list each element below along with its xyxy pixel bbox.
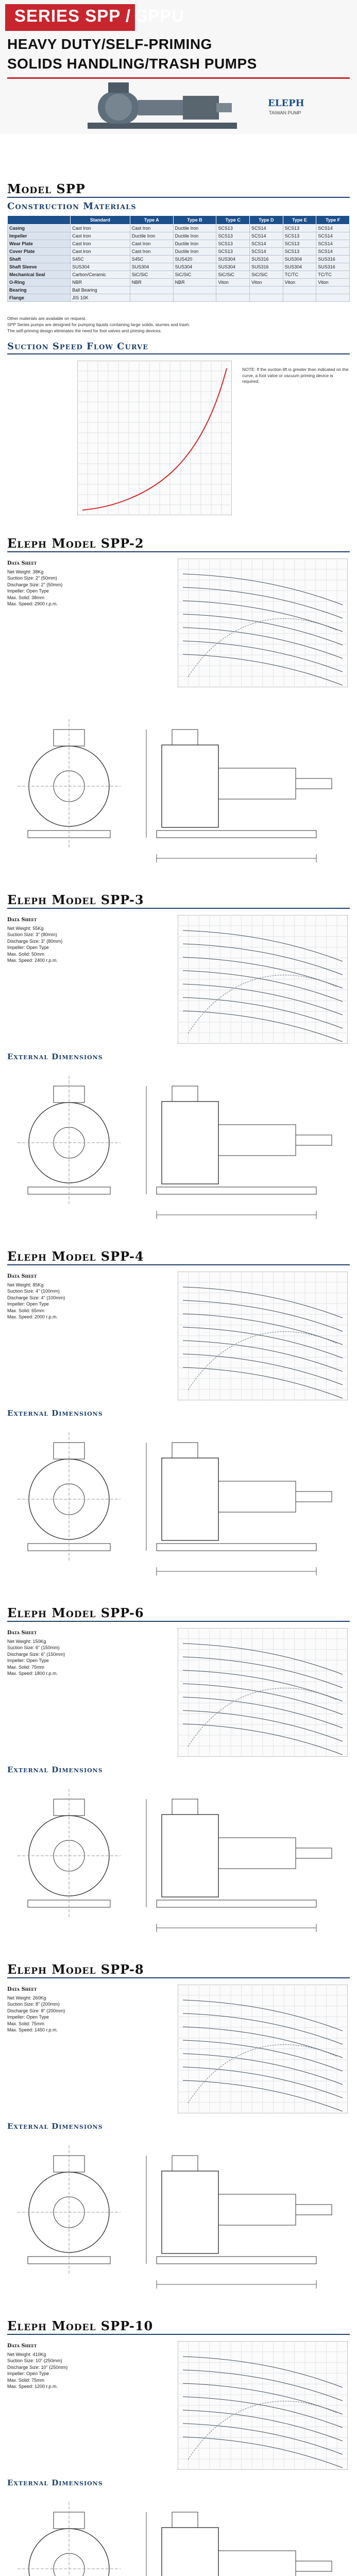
data-sheet <box>7 1987 162 2033</box>
data-sheet-title: Data Sheet <box>7 1630 37 1636</box>
data-sheet-title: Data Sheet <box>7 917 37 923</box>
table-row <box>8 263 350 271</box>
table-header-cell: Type A <box>130 216 173 225</box>
construction-table <box>7 215 350 302</box>
note-line: The self-priming design eliminates the need for foot valves and priming devices. <box>7 328 162 333</box>
data-sheet-line: Impeller: Open Type <box>7 2014 49 2020</box>
data-sheet-line: Net Weight: 260Kg <box>7 1995 46 2001</box>
table-cell: SUS304 <box>283 263 316 271</box>
casing-side <box>162 1101 218 1184</box>
table-cell: SUS316 <box>249 256 283 263</box>
data-sheet-line: Discharge Size: 2" (50mm) <box>7 582 63 587</box>
bearing-housing <box>218 1125 296 1156</box>
performance-curve-chart <box>178 915 348 1044</box>
table-cell: Impeller <box>8 232 71 240</box>
bearing-housing <box>218 1481 296 1512</box>
data-sheet-line: Suction Size: 8" (200mm) <box>7 2002 60 2007</box>
table-cell <box>216 294 250 302</box>
table-cell: Bearing <box>8 286 71 294</box>
data-sheet-line: Max. Solid: 38mm <box>7 595 45 600</box>
table-header-cell: Standard <box>71 216 130 225</box>
table-cell: Cast Iron <box>130 248 173 256</box>
table-cell: Cast Iron <box>71 240 130 248</box>
table-cell: Cover Plate <box>8 248 71 256</box>
table-cell: Cast Iron <box>71 248 130 256</box>
data-sheet-line: Max. Speed: 2000 r.p.m. <box>7 1314 58 1319</box>
table-cell: S45C <box>130 256 173 263</box>
front-view <box>18 2502 121 2576</box>
shaft-end <box>296 2205 332 2215</box>
table-row <box>8 232 350 240</box>
data-sheet <box>7 2343 162 2390</box>
model-spp-heading: Model SPP <box>7 181 86 196</box>
table-cell <box>249 286 283 294</box>
table-cell <box>130 294 173 302</box>
table-cell: SUS420 <box>173 256 216 263</box>
table-cell: Cast Iron <box>130 240 173 248</box>
data-sheet-title: Data Sheet <box>7 1987 37 1992</box>
title-line-2: SOLIDS HANDLING/TRASH PUMPS <box>7 56 257 72</box>
table-cell: SCS13 <box>283 248 316 256</box>
performance-curve-chart <box>178 2341 348 2470</box>
table-cell <box>249 294 283 302</box>
table-cell: Ductile Iron <box>173 232 216 240</box>
dimension-drawing <box>7 2492 350 2576</box>
data-sheet-line: Net Weight: 410Kg <box>7 2351 46 2357</box>
external-dimensions-heading: External Dimensions <box>7 2478 103 2487</box>
table-cell: SiC/SiC <box>130 271 173 279</box>
table-cell: SUS316 <box>316 256 350 263</box>
front-view <box>18 1789 121 1918</box>
table-cell <box>173 286 216 294</box>
table-cell: Shaft Sleeve <box>8 263 71 271</box>
table-row <box>8 225 350 232</box>
data-sheet-line: Discharge Size: 4" (100mm) <box>7 1295 65 1300</box>
table-cell <box>216 286 250 294</box>
shaft-end <box>296 1492 332 1502</box>
data-sheet <box>7 561 162 607</box>
side-view <box>146 2156 332 2289</box>
data-sheet-line: Max. Speed: 1200 r.p.m. <box>7 2384 58 2389</box>
table-cell <box>130 286 173 294</box>
table-cell: SUS304 <box>283 256 316 263</box>
model-rule <box>7 1977 350 1978</box>
table-cell: TC/TC <box>283 271 316 279</box>
model-heading: Eleph Model SPP-10 <box>7 2318 154 2333</box>
note-line: SPP Series pumps are designed for pumping liquids containing large solids, slurries and trash. <box>7 322 191 327</box>
table-cell: SUS304 <box>216 263 250 271</box>
shaft-end <box>296 2561 332 2571</box>
data-sheet-line: Max. Speed: 1450 r.p.m. <box>7 2027 58 2032</box>
data-sheet-line: Impeller: Open Type <box>7 1301 49 1307</box>
table-cell: Viton <box>216 279 250 286</box>
side-view <box>146 2512 332 2576</box>
table-header-cell: Type E <box>283 216 316 225</box>
table-cell: SUS316 <box>249 263 283 271</box>
model-rule <box>7 908 350 909</box>
side-view <box>146 1443 332 1575</box>
casing-side <box>162 1458 218 1540</box>
data-sheet <box>7 917 162 964</box>
model-heading: Eleph Model SPP-4 <box>7 1249 144 1264</box>
side-view <box>146 730 332 862</box>
table-cell: SUS304 <box>216 256 250 263</box>
table-cell: SiC/SiC <box>173 271 216 279</box>
table-row <box>8 279 350 286</box>
data-sheet-line: Net Weight: 55Kg <box>7 925 44 931</box>
data-sheet-line: Net Weight: 38Kg <box>7 569 44 574</box>
casing-side <box>162 2528 218 2576</box>
model-heading: Eleph Model SPP-3 <box>7 892 144 907</box>
data-sheet-line: Suction Size: 2" (50mm) <box>7 575 57 581</box>
performance-curve-chart <box>178 558 348 687</box>
data-sheet-line: Suction Size: 3" (80mm) <box>7 932 57 937</box>
data-sheet-line: Max. Speed: 2900 r.p.m. <box>7 601 58 606</box>
table-header-cell: Type F <box>316 216 350 225</box>
brand-name: ELEPH <box>268 98 304 109</box>
dimension-drawing <box>7 1778 350 1948</box>
pump-photo <box>77 81 247 133</box>
data-sheet <box>7 1274 162 1320</box>
table-cell: NBR <box>173 279 216 286</box>
discharge-nozzle <box>172 2156 198 2171</box>
table-cell: O-Ring <box>8 279 71 286</box>
data-sheet-title: Data Sheet <box>7 561 37 566</box>
side-base <box>157 2257 316 2264</box>
table-cell: SCS14 <box>316 248 350 256</box>
discharge-nozzle <box>172 730 198 745</box>
data-sheet-line: Max. Solid: 75mm <box>7 2021 45 2026</box>
construction-heading: Construction Materials <box>7 201 137 212</box>
external-dimensions-heading: External Dimensions <box>7 1052 103 1061</box>
table-cell: Ductile Iron <box>173 248 216 256</box>
model-rule <box>7 1621 350 1622</box>
dimension-drawing <box>7 1422 350 1592</box>
table-cell: SiC/SiC <box>249 271 283 279</box>
shaft-end <box>296 778 332 789</box>
table-cell: SCS13 <box>283 225 316 232</box>
table-header-cell <box>8 216 71 225</box>
curve-heading: Suction Speed Flow Curve <box>7 341 149 352</box>
table-cell: Viton <box>283 279 316 286</box>
data-sheet-line: Impeller: Open Type <box>7 1658 49 1663</box>
data-sheet-line: Max. Solid: 75mm <box>7 2377 45 2383</box>
table-cell: NBR <box>71 279 130 286</box>
model-spp-rule <box>7 197 350 198</box>
curve-rule <box>7 353 350 354</box>
table-row <box>8 271 350 279</box>
table-cell: SCS14 <box>316 225 350 232</box>
bearing-housing <box>218 768 296 799</box>
table-cell: SCS14 <box>249 240 283 248</box>
table-cell: S45C <box>71 256 130 263</box>
table-cell: SCS13 <box>216 248 250 256</box>
curve-note: NOTE: If the suction lift is greater than indicated on the curve, a foot valve or vacuum priming device is required. <box>242 367 349 384</box>
table-row <box>8 256 350 263</box>
table-cell: SUS304 <box>71 263 130 271</box>
table-cell <box>316 286 350 294</box>
note-line: Other materials are available on request. <box>7 316 87 321</box>
data-sheet-line: Net Weight: 85Kg <box>7 1282 44 1287</box>
discharge-nozzle <box>172 1086 198 1101</box>
data-sheet-line: Suction Size: 6" (150mm) <box>7 1645 60 1650</box>
table-cell: SCS14 <box>316 232 350 240</box>
performance-curve-chart <box>178 1628 348 1757</box>
side-base <box>157 1900 316 1907</box>
table-cell: Cast Iron <box>71 232 130 240</box>
performance-curve-chart <box>178 1272 348 1400</box>
construction-table-body <box>8 225 350 302</box>
table-cell <box>316 294 350 302</box>
table-cell: Shaft <box>8 256 71 263</box>
table-cell: Flange <box>8 294 71 302</box>
data-sheet-line: Max. Speed: 1800 r.p.m. <box>7 1671 58 1676</box>
data-sheet-line: Net Weight: 150Kg <box>7 1638 46 1644</box>
data-sheet-line: Impeller: Open Type <box>7 945 49 950</box>
table-cell: Wear Plate <box>8 240 71 248</box>
casing-side <box>162 745 218 827</box>
table-cell: Cast Iron <box>130 225 173 232</box>
table-cell: Casing <box>8 225 71 232</box>
discharge-nozzle <box>172 1443 198 1458</box>
casing-side <box>162 2171 218 2253</box>
table-cell: SUS316 <box>316 263 350 271</box>
side-base <box>157 1187 316 1194</box>
table-cell: SCS14 <box>249 248 283 256</box>
front-view <box>18 1432 121 1561</box>
table-cell: JIS 10K <box>71 294 130 302</box>
model-rule <box>7 2334 350 2335</box>
table-cell: SCS13 <box>283 232 316 240</box>
table-cell: Mechanical Seal <box>8 271 71 279</box>
data-sheet-line: Suction Size: 4" (100mm) <box>7 1289 60 1294</box>
shaft-end <box>296 1135 332 1145</box>
model-heading: Eleph Model SPP-2 <box>7 536 144 551</box>
side-base <box>157 1544 316 1551</box>
performance-curve-chart <box>178 1985 348 2113</box>
data-sheet-line: Discharge Size: 3" (80mm) <box>7 938 63 944</box>
construction-notes <box>7 315 350 334</box>
dimension-drawing <box>7 2135 350 2305</box>
catalog-header <box>0 0 357 134</box>
data-sheet-line: Max. Speed: 2400 r.p.m. <box>7 958 58 963</box>
casing-side <box>162 1815 218 1897</box>
model-heading: Eleph Model SPP-6 <box>7 1605 144 1620</box>
table-cell <box>283 294 316 302</box>
model-rule <box>7 551 350 552</box>
data-sheet-line: Discharge Size: 8" (200mm) <box>7 2008 65 2013</box>
front-view <box>18 2145 121 2274</box>
table-cell: NBR <box>130 279 173 286</box>
discharge-nozzle <box>172 1799 198 1815</box>
external-dimensions-heading: External Dimensions <box>7 1765 103 1774</box>
front-view <box>18 719 121 848</box>
header-divider <box>7 77 350 79</box>
table-row <box>8 248 350 256</box>
table-cell: SCS13 <box>216 232 250 240</box>
table-cell: Carbon/Ceramic <box>71 271 130 279</box>
table-row <box>8 240 350 248</box>
table-header-cell: Type C <box>216 216 250 225</box>
data-sheet-title: Data Sheet <box>7 1274 37 1279</box>
table-cell: SCS13 <box>216 240 250 248</box>
table-cell: SCS14 <box>249 225 283 232</box>
data-sheet-line: Max. Solid: 50mm <box>7 951 45 957</box>
data-sheet-line: Suction Size: 10" (250mm) <box>7 2358 62 2363</box>
table-cell <box>173 294 216 302</box>
table-cell: Ductile Iron <box>130 232 173 240</box>
data-sheet-line: Impeller: Open Type <box>7 588 49 594</box>
brand-logo <box>268 98 350 121</box>
external-dimensions-heading: External Dimensions <box>7 2122 103 2131</box>
table-row <box>8 286 350 294</box>
discharge-nozzle <box>172 2512 198 2528</box>
side-view <box>146 1799 332 1932</box>
suction-speed-flow-curve <box>77 361 232 515</box>
bearing-housing <box>218 2551 296 2576</box>
front-view <box>18 1076 121 1205</box>
table-cell: Ductile Iron <box>173 240 216 248</box>
side-base <box>157 831 316 838</box>
table-row <box>8 294 350 302</box>
table-cell: Ductile Iron <box>173 225 216 232</box>
table-cell: TC/TC <box>316 271 350 279</box>
dimension-drawing <box>7 1065 350 1235</box>
table-cell: SiC/SiC <box>216 271 250 279</box>
table-cell: SCS14 <box>316 240 350 248</box>
table-cell: Ball Bearing <box>71 286 130 294</box>
series-title: SERIES SPP / SPPU <box>14 6 185 25</box>
data-sheet-line: Max. Solid: 75mm <box>7 1664 45 1670</box>
data-sheet-line: Impeller: Open Type <box>7 2371 49 2376</box>
title-line-1: HEAVY DUTY/SELF-PRIMING <box>7 36 212 52</box>
brand-subtitle: TAIWAN PUMP <box>269 110 301 115</box>
side-view <box>146 1086 332 1219</box>
table-cell: Viton <box>316 279 350 286</box>
table-cell: Cast Iron <box>71 225 130 232</box>
data-sheet-title: Data Sheet <box>7 2343 37 2349</box>
table-cell: SCS14 <box>249 232 283 240</box>
table-header-cell: Type D <box>249 216 283 225</box>
data-sheet <box>7 1630 162 1677</box>
data-sheet-line: Discharge Size: 10" (250mm) <box>7 2364 68 2370</box>
table-cell: SCS13 <box>283 240 316 248</box>
data-sheet-line: Discharge Size: 6" (150mm) <box>7 1651 65 1657</box>
table-cell <box>283 286 316 294</box>
bearing-housing <box>218 2194 296 2225</box>
table-cell: Viton <box>249 279 283 286</box>
table-header-row <box>8 216 350 225</box>
dimension-drawing <box>7 709 350 879</box>
data-sheet-line: Max. Solid: 65mm <box>7 1308 45 1313</box>
external-dimensions-heading: External Dimensions <box>7 1409 103 1418</box>
model-heading: Eleph Model SPP-8 <box>7 1962 144 1977</box>
table-cell: SUS304 <box>130 263 173 271</box>
table-header-cell: Type B <box>173 216 216 225</box>
shaft-end <box>296 1848 332 1858</box>
table-cell: SUS304 <box>173 263 216 271</box>
model-rule <box>7 1264 350 1265</box>
table-cell: SCS13 <box>216 225 250 232</box>
bearing-housing <box>218 1838 296 1869</box>
